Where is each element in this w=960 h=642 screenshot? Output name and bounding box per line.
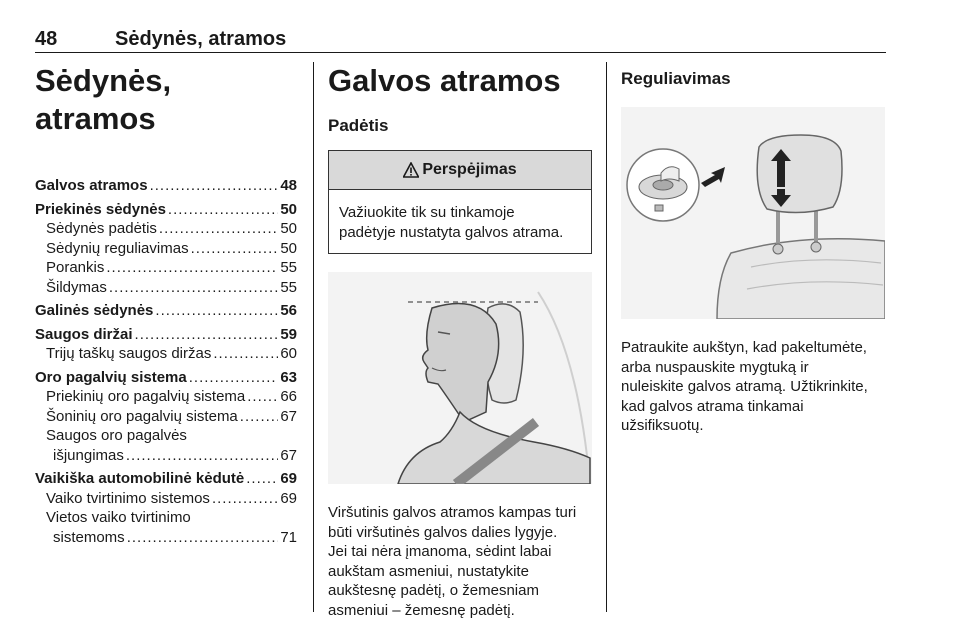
toc-leader-dots xyxy=(135,325,279,345)
toc-entry xyxy=(35,446,297,466)
toc-entry-title: išjungimas xyxy=(53,446,124,464)
toc-entry-title: Sėdynių reguliavimas xyxy=(46,239,189,257)
warning-box xyxy=(328,150,592,254)
toc-entry-title: Priekinės sėdynės xyxy=(35,200,166,218)
toc-leader-dots xyxy=(126,446,278,466)
toc-leader-dots xyxy=(106,258,278,278)
table-of-contents xyxy=(35,176,297,547)
toc-entry-page: 55 xyxy=(280,278,297,296)
toc-entry-title: Galvos atramos xyxy=(35,177,148,194)
running-header-title: Sėdynės, atramos xyxy=(115,28,287,50)
toc-entry-title: Saugos oro pagalvės xyxy=(46,427,187,444)
warning-text xyxy=(329,190,591,253)
toc-entry-page: 50 xyxy=(280,220,297,237)
toc-entry-page: 50 xyxy=(280,239,297,257)
headrest-position-illustration xyxy=(328,272,592,484)
toc-entry-title: Galinės sėdynės xyxy=(35,302,154,319)
column-divider xyxy=(313,62,314,612)
text-line: asmeniui – žemesnę padėtį. xyxy=(328,601,515,619)
toc-leader-dots xyxy=(246,469,278,489)
toc-entry-page: 59 xyxy=(280,325,297,343)
toc-entry xyxy=(35,407,297,427)
toc-leader-dots xyxy=(247,387,278,407)
toc-entry-title: Porankis xyxy=(46,259,105,276)
toc-entry xyxy=(35,489,297,509)
text-line: aukštam asmeniui, nustatykite xyxy=(328,562,529,580)
toc-entry xyxy=(35,344,297,364)
toc-leader-dots xyxy=(109,278,278,298)
toc-entry-title: Šoninių oro pagalvių sistema xyxy=(46,407,238,425)
toc-entry-page: 67 xyxy=(280,446,297,464)
toc-leader-dots xyxy=(213,344,278,364)
text-line: arba nuspauskite mygtuką ir xyxy=(621,358,809,376)
toc-entry-page: 71 xyxy=(280,528,297,546)
toc-entry xyxy=(35,325,297,345)
toc-entry-page: 60 xyxy=(280,345,297,362)
toc-entry-title: Sėdynės padėtis xyxy=(46,220,157,237)
text-line: aukštesnę padėtį, o žemesniam xyxy=(328,582,539,599)
toc-entry-page: 69 xyxy=(280,470,297,487)
toc-entry-page: 48 xyxy=(280,177,297,194)
text-line: Patraukite aukštyn, kad pakeltumėte, xyxy=(621,339,867,356)
toc-entry xyxy=(35,200,297,220)
toc-entry-title: Saugos diržai xyxy=(35,325,133,343)
toc-entry-title: Vaiko tvirtinimo sistemos xyxy=(46,489,210,507)
toc-entry-title: Trijų taškų saugos diržas xyxy=(46,345,212,362)
toc-leader-dots xyxy=(191,239,279,259)
toc-entry xyxy=(35,508,297,528)
toc-leader-dots xyxy=(159,219,278,239)
text-line: būti viršutinės galvos dalies lygyje. xyxy=(328,523,558,541)
toc-entry-page: 50 xyxy=(280,200,297,218)
subsection-title: Reguliavimas xyxy=(621,69,731,88)
column-divider xyxy=(606,62,607,612)
adjustment-description xyxy=(621,338,886,436)
page-header xyxy=(35,26,886,53)
column-toc xyxy=(35,62,297,547)
section-title: Galvos atramos xyxy=(328,63,561,98)
toc-leader-dots xyxy=(168,200,278,220)
warning-line: padėtyje nustatyta galvos atrama. xyxy=(339,223,564,241)
warning-header xyxy=(329,151,591,190)
column-position xyxy=(328,62,592,620)
toc-entry-title: Vaikiška automobilinė kėdutė xyxy=(35,470,245,487)
toc-leader-dots xyxy=(155,301,278,321)
warning-line: Važiuokite tik su tinkamoje xyxy=(339,204,515,221)
text-line: kad galvos atrama tinkamai xyxy=(621,397,804,415)
headrest-adjustment-illustration xyxy=(621,107,885,319)
toc-entry xyxy=(35,176,297,196)
toc-entry xyxy=(35,278,297,298)
text-line: Viršutinis galvos atramos kampas turi xyxy=(328,504,577,521)
toc-leader-dots xyxy=(240,407,279,427)
toc-entry-page: 63 xyxy=(280,368,297,386)
toc-entry-title: Oro pagalvių sistema xyxy=(35,368,187,386)
toc-entry xyxy=(35,528,297,548)
text-line: Jei tai nėra įmanoma, sėdint labai xyxy=(328,543,552,560)
toc-leader-dots xyxy=(127,528,279,548)
page-number: 48 xyxy=(35,28,58,50)
toc-entry xyxy=(35,219,297,239)
toc-leader-dots xyxy=(150,176,279,196)
text-line: nuleiskite galvos atramą. Užtikrinkite, xyxy=(621,378,868,395)
toc-entry-page: 69 xyxy=(280,489,297,507)
column-adjustment xyxy=(621,62,886,436)
toc-entry-title: Vietos vaiko tvirtinimo xyxy=(46,509,191,526)
toc-entry xyxy=(35,258,297,278)
toc-entry xyxy=(35,469,297,489)
toc-entry-title: Priekinių oro pagalvių sistema xyxy=(46,388,246,405)
toc-entry-page: 55 xyxy=(280,259,297,276)
toc-leader-dots xyxy=(212,489,278,509)
warning-triangle-icon xyxy=(403,162,419,178)
toc-entry xyxy=(35,239,297,259)
toc-entry xyxy=(35,301,297,321)
toc-entry xyxy=(35,368,297,388)
text-line: užsifiksuotų. xyxy=(621,417,704,434)
toc-entry xyxy=(35,387,297,407)
position-description xyxy=(328,503,592,620)
toc-leader-dots xyxy=(189,368,279,388)
warning-title: Perspėjimas xyxy=(422,161,517,178)
subsection-title: Padėtis xyxy=(328,116,389,135)
toc-entry-title: sistemoms xyxy=(53,528,125,546)
chapter-title: Sėdynės, atramos xyxy=(35,63,172,136)
toc-entry-page: 56 xyxy=(280,302,297,319)
toc-entry-page: 66 xyxy=(280,388,297,405)
toc-entry-page: 67 xyxy=(280,407,297,425)
toc-entry-title: Šildymas xyxy=(46,278,107,296)
toc-entry xyxy=(35,426,297,446)
